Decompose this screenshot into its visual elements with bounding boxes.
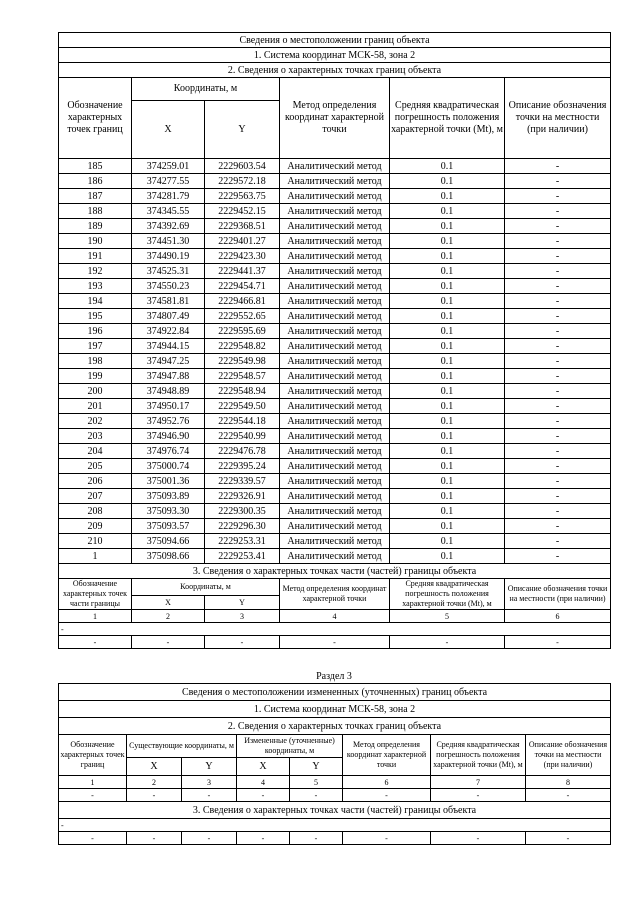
error-cell: 0.1 <box>390 369 505 384</box>
col-x: X <box>132 101 205 159</box>
table-row <box>59 504 611 519</box>
error-cell: 0.1 <box>390 294 505 309</box>
x-coord-cell: 374946.90 <box>132 429 205 444</box>
point-id-cell: 201 <box>59 399 132 414</box>
table-row <box>59 204 611 219</box>
t2-dash-cell: - <box>127 832 182 845</box>
t2-dash-line: - <box>59 819 611 832</box>
y-coord-cell: 2229549.98 <box>205 354 280 369</box>
error-cell: 0.1 <box>390 459 505 474</box>
description-cell: - <box>505 384 611 399</box>
y-coord-cell: 2229476.78 <box>205 444 280 459</box>
t2-dash-cell: - <box>431 832 526 845</box>
y-coord-cell: 2229549.50 <box>205 399 280 414</box>
table-body <box>59 159 611 564</box>
x-coord-cell: 375093.57 <box>132 519 205 534</box>
description-cell: - <box>505 429 611 444</box>
x-coord-cell: 374581.81 <box>132 294 205 309</box>
table-row <box>59 489 611 504</box>
t2-dash-cell: - <box>526 789 611 802</box>
description-cell: - <box>505 399 611 414</box>
y-coord-cell: 2229296.30 <box>205 519 280 534</box>
x-coord-cell: 375093.89 <box>132 489 205 504</box>
point-id-cell: 198 <box>59 354 132 369</box>
table-row <box>59 384 611 399</box>
x-coord-cell: 374345.55 <box>132 204 205 219</box>
section-2-heading: 2. Сведения о характерных точках границ объекта <box>59 63 611 78</box>
description-cell: - <box>505 309 611 324</box>
table-row <box>59 414 611 429</box>
x-coord-cell: 374944.15 <box>132 339 205 354</box>
description-cell: - <box>505 279 611 294</box>
dash-cell: - <box>390 636 505 649</box>
description-cell: - <box>505 159 611 174</box>
point-id-cell: 206 <box>59 474 132 489</box>
point-id-cell: 204 <box>59 444 132 459</box>
t2-col-number: 7 <box>431 776 526 789</box>
description-cell: - <box>505 204 611 219</box>
x-coord-cell: 374922.84 <box>132 324 205 339</box>
dash-cell: - <box>280 636 390 649</box>
error-cell: 0.1 <box>390 234 505 249</box>
point-id-cell: 186 <box>59 174 132 189</box>
t2-dash-cell: - <box>127 789 182 802</box>
y-coord-cell: 2229423.30 <box>205 249 280 264</box>
x-coord-cell: 374948.89 <box>132 384 205 399</box>
point-id-cell: 207 <box>59 489 132 504</box>
point-id-cell: 1 <box>59 549 132 564</box>
s3-col-error: Средняя квадратическая погрешность положения характерной точки (Mt), м <box>390 579 505 610</box>
x-coord-cell: 374259.01 <box>132 159 205 174</box>
t2-col-number: 8 <box>526 776 611 789</box>
y-coord-cell: 2229548.82 <box>205 339 280 354</box>
y-coord-cell: 2229452.15 <box>205 204 280 219</box>
table-row <box>59 294 611 309</box>
t2-dash-cell: - <box>290 832 343 845</box>
table-row <box>59 429 611 444</box>
method-cell: Аналитический метод <box>280 279 390 294</box>
x-coord-cell: 374490.19 <box>132 249 205 264</box>
table2-system: 1. Система координат МСК-58, зона 2 <box>59 701 611 718</box>
y-coord-cell: 2229552.65 <box>205 309 280 324</box>
t2-dash-cell: - <box>182 789 237 802</box>
method-cell: Аналитический метод <box>280 309 390 324</box>
table-row <box>59 309 611 324</box>
error-cell: 0.1 <box>390 309 505 324</box>
t2-col-y: Y <box>182 758 237 776</box>
t2-dash-cell: - <box>431 789 526 802</box>
method-cell: Аналитический метод <box>280 414 390 429</box>
method-cell: Аналитический метод <box>280 444 390 459</box>
table-row <box>59 264 611 279</box>
t2-dash-cell: - <box>526 832 611 845</box>
error-cell: 0.1 <box>390 489 505 504</box>
point-id-cell: 209 <box>59 519 132 534</box>
point-id-cell: 187 <box>59 189 132 204</box>
description-cell: - <box>505 369 611 384</box>
point-id-cell: 188 <box>59 204 132 219</box>
y-coord-cell: 2229339.57 <box>205 474 280 489</box>
method-cell: Аналитический метод <box>280 249 390 264</box>
t2-col-desc: Описание обозначения точки на местности (при наличии) <box>526 735 611 776</box>
table2-title: Сведения о местоположении измененных (уточненных) границ объекта <box>59 684 611 701</box>
description-cell: - <box>505 414 611 429</box>
point-id-cell: 185 <box>59 159 132 174</box>
error-cell: 0.1 <box>390 219 505 234</box>
t2-col-x: X <box>127 758 182 776</box>
method-cell: Аналитический метод <box>280 534 390 549</box>
method-cell: Аналитический метод <box>280 549 390 564</box>
x-coord-cell: 374976.74 <box>132 444 205 459</box>
table-row <box>59 339 611 354</box>
s3-col-coords: Координаты, м <box>132 579 280 596</box>
error-cell: 0.1 <box>390 519 505 534</box>
point-id-cell: 194 <box>59 294 132 309</box>
x-coord-cell: 374807.49 <box>132 309 205 324</box>
error-cell: 0.1 <box>390 474 505 489</box>
table-row <box>59 279 611 294</box>
point-id-cell: 189 <box>59 219 132 234</box>
point-id-cell: 195 <box>59 309 132 324</box>
description-cell: - <box>505 474 611 489</box>
error-cell: 0.1 <box>390 429 505 444</box>
error-cell: 0.1 <box>390 384 505 399</box>
y-coord-cell: 2229572.18 <box>205 174 280 189</box>
col-coords: Координаты, м <box>132 78 280 101</box>
method-cell: Аналитический метод <box>280 219 390 234</box>
table-title: Сведения о местоположении границ объекта <box>59 33 611 48</box>
description-cell: - <box>505 504 611 519</box>
t2-dash-cell: - <box>182 832 237 845</box>
point-id-cell: 191 <box>59 249 132 264</box>
table2-section-3: 3. Сведения о характерных точках части (частей) границы объекта <box>59 802 611 819</box>
x-coord-cell: 375094.66 <box>132 534 205 549</box>
y-coord-cell: 2229300.35 <box>205 504 280 519</box>
y-coord-cell: 2229548.94 <box>205 384 280 399</box>
method-cell: Аналитический метод <box>280 429 390 444</box>
method-cell: Аналитический метод <box>280 369 390 384</box>
method-cell: Аналитический метод <box>280 174 390 189</box>
s3-col-x: X <box>132 596 205 610</box>
table-row <box>59 159 611 174</box>
y-coord-cell: 2229595.69 <box>205 324 280 339</box>
method-cell: Аналитический метод <box>280 489 390 504</box>
table-row <box>59 399 611 414</box>
table2-section-2: 2. Сведения о характерных точках границ объекта <box>59 718 611 735</box>
point-id-cell: 196 <box>59 324 132 339</box>
x-coord-cell: 374950.17 <box>132 399 205 414</box>
point-id-cell: 200 <box>59 384 132 399</box>
t2-col-method: Метод определения координат характерной точки <box>343 735 431 776</box>
table-row <box>59 474 611 489</box>
error-cell: 0.1 <box>390 354 505 369</box>
x-coord-cell: 374952.76 <box>132 414 205 429</box>
s3-col-method: Метод определения координат характерной точки <box>280 579 390 610</box>
method-cell: Аналитический метод <box>280 189 390 204</box>
t2-dash-cell: - <box>343 789 431 802</box>
changed-boundary-table <box>58 683 611 845</box>
error-cell: 0.1 <box>390 204 505 219</box>
description-cell: - <box>505 294 611 309</box>
y-coord-cell: 2229253.31 <box>205 534 280 549</box>
point-id-cell: 205 <box>59 459 132 474</box>
description-cell: - <box>505 489 611 504</box>
x-coord-cell: 375098.66 <box>132 549 205 564</box>
error-cell: 0.1 <box>390 324 505 339</box>
t2-col-changed: Измененные (уточненные) координаты, м <box>237 735 343 758</box>
t2-col-x2: X <box>237 758 290 776</box>
table-row <box>59 219 611 234</box>
col-number: 2 <box>132 610 205 623</box>
dash-cell: - <box>505 636 611 649</box>
col-number: 3 <box>205 610 280 623</box>
method-cell: Аналитический метод <box>280 234 390 249</box>
error-cell: 0.1 <box>390 549 505 564</box>
table-row <box>59 369 611 384</box>
x-coord-cell: 374451.30 <box>132 234 205 249</box>
x-coord-cell: 375001.36 <box>132 474 205 489</box>
t2-dash-cell: - <box>290 789 343 802</box>
point-id-cell: 208 <box>59 504 132 519</box>
description-cell: - <box>505 249 611 264</box>
x-coord-cell: 374392.69 <box>132 219 205 234</box>
x-coord-cell: 374947.88 <box>132 369 205 384</box>
s3-col-y: Y <box>205 596 280 610</box>
table-row <box>59 444 611 459</box>
description-cell: - <box>505 174 611 189</box>
y-coord-cell: 2229540.99 <box>205 429 280 444</box>
description-cell: - <box>505 189 611 204</box>
description-cell: - <box>505 444 611 459</box>
point-id-cell: 192 <box>59 264 132 279</box>
y-coord-cell: 2229253.41 <box>205 549 280 564</box>
table-row <box>59 324 611 339</box>
section-3-label: Раздел 3 <box>316 671 352 682</box>
x-coord-cell: 374525.31 <box>132 264 205 279</box>
description-cell: - <box>505 534 611 549</box>
description-cell: - <box>505 234 611 249</box>
method-cell: Аналитический метод <box>280 474 390 489</box>
error-cell: 0.1 <box>390 444 505 459</box>
t2-col-number: 2 <box>127 776 182 789</box>
col-number: 5 <box>390 610 505 623</box>
y-coord-cell: 2229368.51 <box>205 219 280 234</box>
t2-dash-cell: - <box>59 789 127 802</box>
table-row <box>59 459 611 474</box>
error-cell: 0.1 <box>390 504 505 519</box>
dash-cell: - <box>205 636 280 649</box>
table-row <box>59 189 611 204</box>
x-coord-cell: 374947.25 <box>132 354 205 369</box>
t2-col-exist: Существующие координаты, м <box>127 735 237 758</box>
error-cell: 0.1 <box>390 174 505 189</box>
method-cell: Аналитический метод <box>280 294 390 309</box>
description-cell: - <box>505 264 611 279</box>
coordinate-system: 1. Система координат МСК-58, зона 2 <box>59 48 611 63</box>
method-cell: Аналитический метод <box>280 354 390 369</box>
method-cell: Аналитический метод <box>280 339 390 354</box>
x-coord-cell: 375093.30 <box>132 504 205 519</box>
description-cell: - <box>505 549 611 564</box>
description-cell: - <box>505 219 611 234</box>
error-cell: 0.1 <box>390 399 505 414</box>
t2-col-y2: Y <box>290 758 343 776</box>
col-error: Средняя квадратическая погрешность положения характерной точки (Mt), м <box>390 78 505 159</box>
point-id-cell: 202 <box>59 414 132 429</box>
error-cell: 0.1 <box>390 339 505 354</box>
col-number: 4 <box>280 610 390 623</box>
t2-dash-cell: - <box>237 789 290 802</box>
y-coord-cell: 2229441.37 <box>205 264 280 279</box>
boundary-table <box>58 32 611 649</box>
y-coord-cell: 2229454.71 <box>205 279 280 294</box>
y-coord-cell: 2229563.75 <box>205 189 280 204</box>
section-3-heading: 3. Сведения о характерных точках части (частей) границы объекта <box>59 564 611 579</box>
point-id-cell: 190 <box>59 234 132 249</box>
error-cell: 0.1 <box>390 264 505 279</box>
t2-col-number: 5 <box>290 776 343 789</box>
point-id-cell: 193 <box>59 279 132 294</box>
t2-col-number: 6 <box>343 776 431 789</box>
table-row <box>59 354 611 369</box>
point-id-cell: 210 <box>59 534 132 549</box>
table-row <box>59 534 611 549</box>
t2-col-number: 3 <box>182 776 237 789</box>
error-cell: 0.1 <box>390 534 505 549</box>
error-cell: 0.1 <box>390 414 505 429</box>
method-cell: Аналитический метод <box>280 159 390 174</box>
description-cell: - <box>505 354 611 369</box>
table-row <box>59 519 611 534</box>
y-coord-cell: 2229326.91 <box>205 489 280 504</box>
method-cell: Аналитический метод <box>280 399 390 414</box>
y-coord-cell: 2229395.24 <box>205 459 280 474</box>
method-cell: Аналитический метод <box>280 519 390 534</box>
method-cell: Аналитический метод <box>280 504 390 519</box>
error-cell: 0.1 <box>390 159 505 174</box>
table-row <box>59 234 611 249</box>
x-coord-cell: 374281.79 <box>132 189 205 204</box>
method-cell: Аналитический метод <box>280 459 390 474</box>
method-cell: Аналитический метод <box>280 264 390 279</box>
description-cell: - <box>505 459 611 474</box>
t2-col-number: 4 <box>237 776 290 789</box>
error-cell: 0.1 <box>390 279 505 294</box>
t2-col-point: Обозначение характерных точек границ <box>59 735 127 776</box>
table-row <box>59 174 611 189</box>
y-coord-cell: 2229401.27 <box>205 234 280 249</box>
dash-cell: - <box>132 636 205 649</box>
x-coord-cell: 375000.74 <box>132 459 205 474</box>
table-row <box>59 249 611 264</box>
x-coord-cell: 374277.55 <box>132 174 205 189</box>
y-coord-cell: 2229548.57 <box>205 369 280 384</box>
method-cell: Аналитический метод <box>280 324 390 339</box>
t2-dash-cell: - <box>237 832 290 845</box>
method-cell: Аналитический метод <box>280 384 390 399</box>
point-id-cell: 199 <box>59 369 132 384</box>
s3-col-point: Обозначение характерных точек части границы <box>59 579 132 610</box>
col-point: Обозначение характерных точек границ <box>59 78 132 159</box>
t2-col-error: Средняя квадратическая погрешность положения характерной точки (Mt), м <box>431 735 526 776</box>
dash-cell: - <box>59 636 132 649</box>
dash-line: - <box>59 623 611 636</box>
t2-dash-cell: - <box>343 832 431 845</box>
y-coord-cell: 2229544.18 <box>205 414 280 429</box>
col-y: Y <box>205 101 280 159</box>
description-cell: - <box>505 339 611 354</box>
y-coord-cell: 2229603.54 <box>205 159 280 174</box>
error-cell: 0.1 <box>390 249 505 264</box>
t2-col-number: 1 <box>59 776 127 789</box>
x-coord-cell: 374550.23 <box>132 279 205 294</box>
description-cell: - <box>505 519 611 534</box>
y-coord-cell: 2229466.81 <box>205 294 280 309</box>
description-cell: - <box>505 324 611 339</box>
col-number: 6 <box>505 610 611 623</box>
col-desc: Описание обозначения точки на местности (при наличии) <box>505 78 611 159</box>
point-id-cell: 203 <box>59 429 132 444</box>
method-cell: Аналитический метод <box>280 204 390 219</box>
s3-col-desc: Описание обозначения точки на местности (при наличии) <box>505 579 611 610</box>
t2-dash-cell: - <box>59 832 127 845</box>
col-method: Метод определения координат характерной точки <box>280 78 390 159</box>
table-row <box>59 549 611 564</box>
error-cell: 0.1 <box>390 189 505 204</box>
point-id-cell: 197 <box>59 339 132 354</box>
col-number: 1 <box>59 610 132 623</box>
